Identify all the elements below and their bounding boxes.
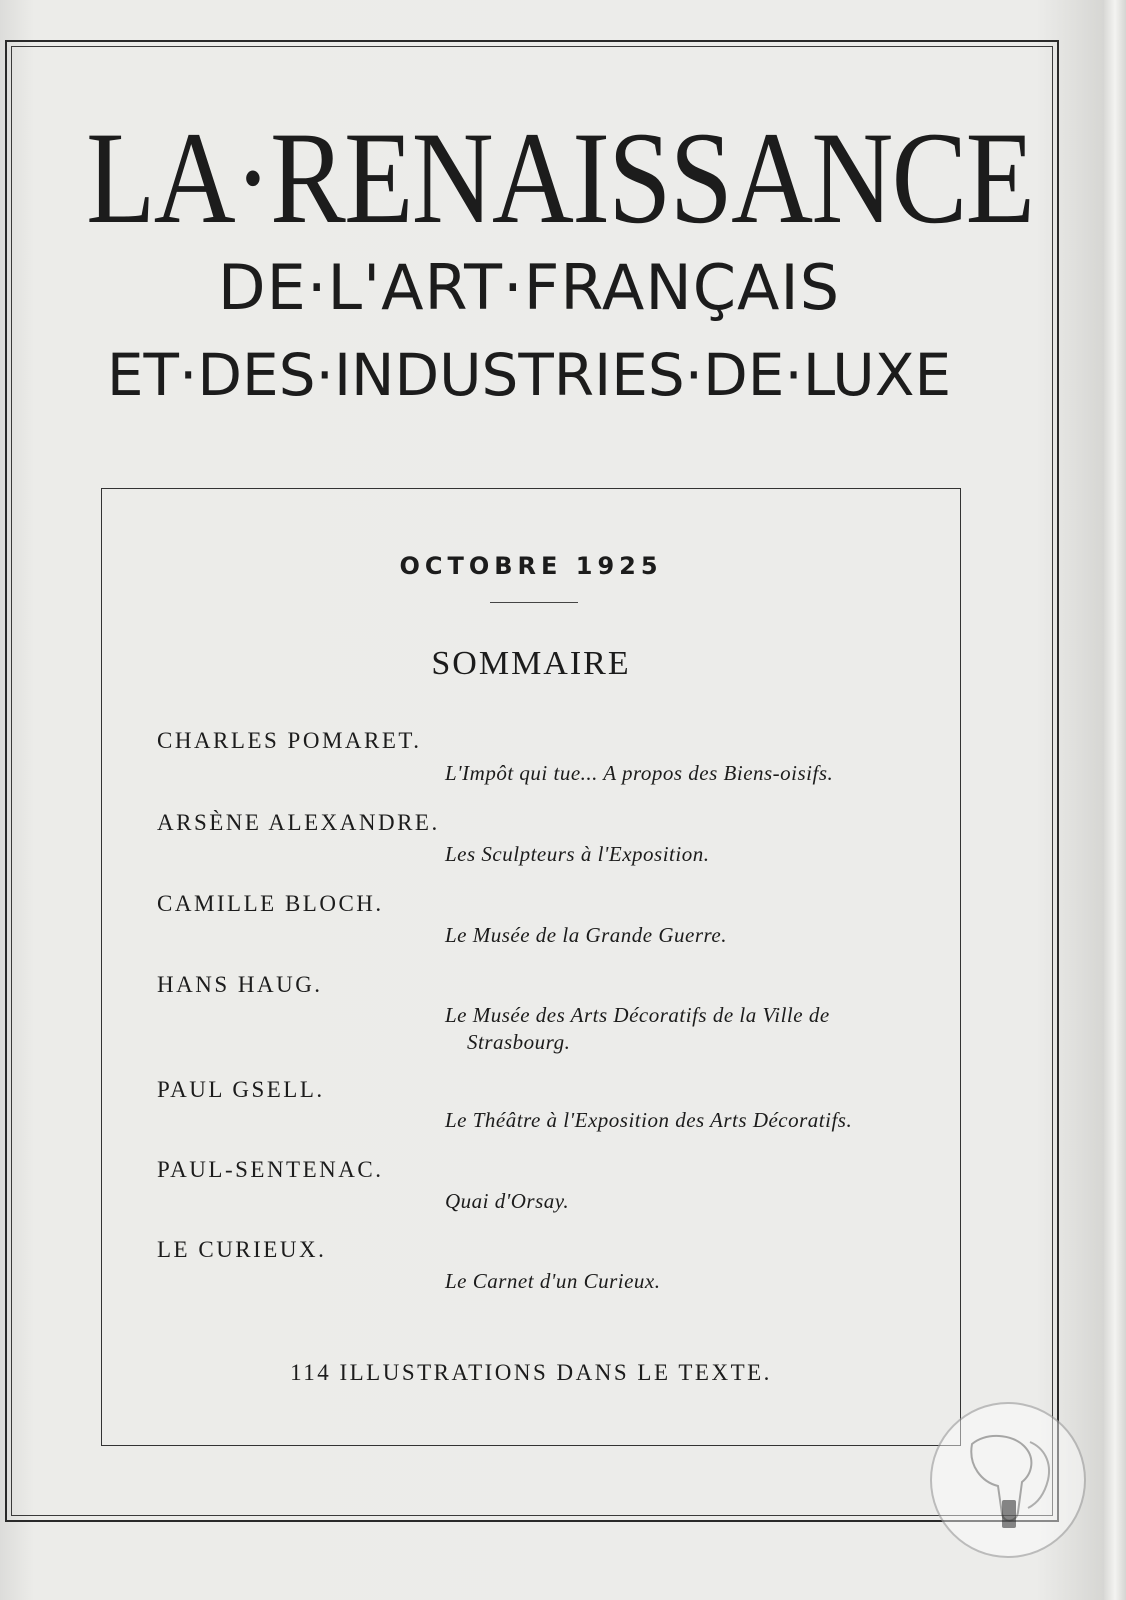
hand-key-icon: [932, 1404, 1084, 1556]
masthead-subtitle-line1: DE·L'ART·FRANÇAIS: [217, 251, 841, 324]
contents-frame: [101, 488, 961, 1446]
entry-article-title: Quai d'Orsay.: [445, 1189, 570, 1213]
entry-article: [445, 1107, 907, 1134]
entry-article: [445, 1002, 907, 1056]
entry-article-continuation: Strasbourg.: [467, 1030, 571, 1054]
total-illustrations: 114 ILLUSTRATIONS DANS LE TEXTE.: [290, 1360, 772, 1385]
entry-author: CAMILLE BLOCH.: [157, 891, 384, 916]
entry-article: [445, 1268, 907, 1295]
entry-article-title: L'Impôt qui tue... A propos des Biens-oisifs.: [445, 761, 834, 785]
entry-article: [445, 841, 907, 868]
entry-article: [445, 922, 907, 949]
entry-author: HANS HAUG.: [157, 972, 323, 997]
entry-author: CHARLES POMARET.: [157, 728, 422, 753]
page-edge: [1104, 0, 1126, 1600]
date-divider: [490, 602, 578, 603]
library-stamp: [930, 1402, 1086, 1558]
entry-article: [445, 760, 907, 787]
entry-author: LE CURIEUX.: [157, 1237, 327, 1262]
entry-article-title: Le Théâtre à l'Exposition des Arts Décoratifs.: [445, 1108, 853, 1132]
entry-author: ARSÈNE ALEXANDRE.: [157, 810, 440, 835]
entry-article-title: Le Carnet d'un Curieux.: [445, 1269, 661, 1293]
issue-date: OCTOBRE 1925: [399, 552, 663, 580]
entry-author: PAUL-SENTENAC.: [157, 1157, 384, 1182]
entry-article-title: Le Musée de la Grande Guerre.: [445, 923, 727, 947]
entry-author: PAUL GSELL.: [157, 1077, 325, 1102]
contents-heading: SOMMAIRE: [431, 645, 631, 682]
entry-article-title: Les Sculpteurs à l'Exposition.: [445, 842, 710, 866]
entry-article-title: Le Musée des Arts Décoratifs de la Ville de: [445, 1003, 830, 1027]
masthead-subtitle-line2: ET·DES·INDUSTRIES·DE·LUXE: [106, 341, 952, 409]
masthead-title: LA·RENAISSANCE: [86, 104, 1034, 251]
entry-article: [445, 1188, 907, 1215]
